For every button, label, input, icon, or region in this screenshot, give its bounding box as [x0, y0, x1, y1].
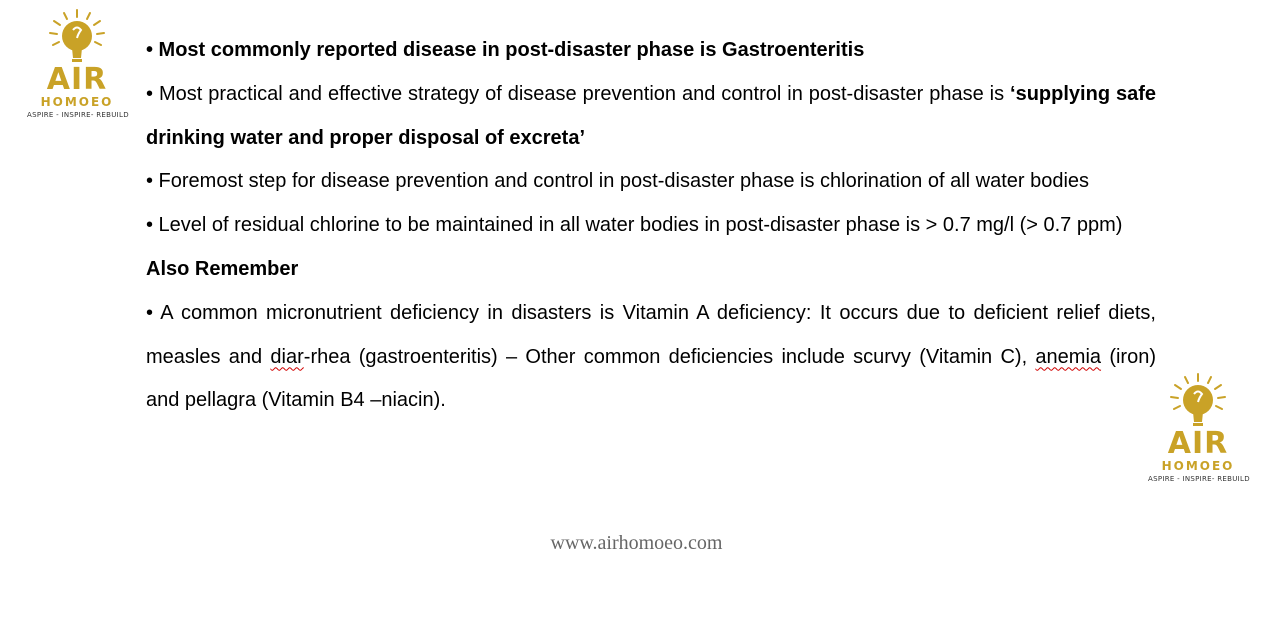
- logo-tagline: ASPIRE - INSPIRE- REBUILD: [27, 111, 129, 119]
- logo-tagline: ASPIRE - INSPIRE- REBUILD: [1148, 475, 1250, 483]
- document-body: [146, 29, 1156, 423]
- micronutrient-text-a: • A common micronutrient deficiency in disasters is Vitamin A deficiency: It occurs due to deficient relief diets, measles and: [146, 301, 1156, 368]
- bullet-residual-chlorine: • Level of residual chlorine to be maintained in all water bodies in post-disaster phase is > 0.7 mg/l (> 0.7 ppm): [146, 214, 1123, 237]
- logo-sub: HOMOEO: [40, 95, 114, 109]
- bullet-strategy: [146, 73, 1156, 161]
- micronutrient-text-c: (iron) and pellagra (Vitamin B4 –niacin).: [146, 345, 1156, 412]
- logo-brand: AIR: [46, 62, 108, 97]
- bullet-gastroenteritis: • Most commonly reported disease in post-disaster phase is Gastroenteritis: [146, 39, 865, 61]
- bullet-micronutrient: [146, 292, 1156, 423]
- spellcheck-diar: diar: [270, 345, 304, 368]
- footer-url: www.airhomoeo.com: [550, 532, 723, 554]
- bullet-strategy-text: • Most practical and effective strategy of disease prevention and control in post-disaster phase is: [146, 82, 1011, 105]
- bullet-strategy-emphasis: ‘supplying safe drinking water and proper disposal of excreta’: [146, 82, 1157, 149]
- logo-top: [27, 8, 127, 120]
- lightbulb-icon: [42, 8, 112, 66]
- spellcheck-anemia: anemia: [1035, 345, 1102, 368]
- bullet-chlorination: • Foremost step for disease prevention and control in post-disaster phase is chlorination of all water bodies: [146, 170, 1090, 193]
- lightbulb-icon: [1163, 372, 1233, 430]
- micronutrient-text-b: -rhea (gastroenteritis) – Other common deficiencies include scurvy (Vitamin C),: [303, 345, 1036, 368]
- logo-brand: AIR: [1167, 426, 1229, 461]
- logo-sub: HOMOEO: [1161, 459, 1235, 473]
- logo-bottom: [1148, 372, 1248, 484]
- section-heading: Also Remember: [146, 257, 299, 280]
